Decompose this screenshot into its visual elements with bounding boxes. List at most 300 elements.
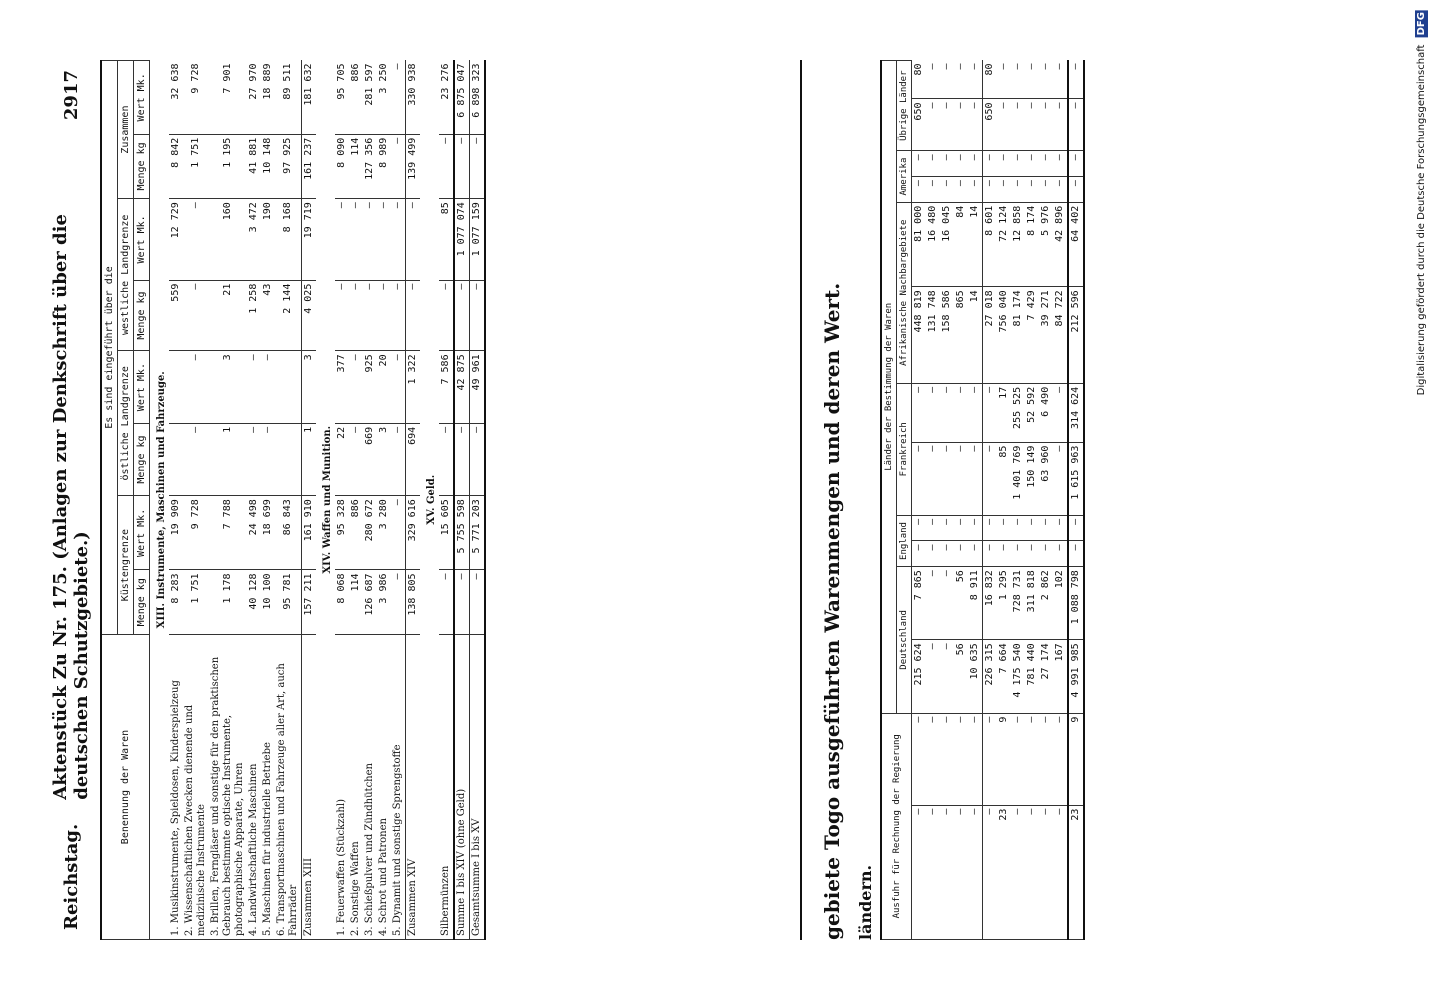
value-cell: — bbox=[1068, 99, 1084, 151]
value-cell: 39 271 bbox=[1039, 287, 1053, 383]
item-name: 3. Schießpulver und Zündhütchen bbox=[363, 635, 377, 940]
value-cell: — bbox=[968, 442, 983, 515]
value-cell: — bbox=[261, 351, 275, 423]
value-cell: — bbox=[470, 280, 486, 351]
value-cell: 19 719 bbox=[302, 199, 317, 280]
menge-header: Menge kg bbox=[134, 570, 150, 635]
value-cell: 52 592 bbox=[1025, 383, 1039, 442]
value-cell: — bbox=[470, 423, 486, 495]
value-cell: — bbox=[912, 383, 927, 442]
value-cell: — bbox=[349, 199, 363, 280]
value-cell: 559 bbox=[169, 280, 183, 351]
value-cell: 12 858 bbox=[1011, 202, 1025, 287]
value-cell: — bbox=[406, 280, 421, 351]
table-row bbox=[1039, 61, 1053, 940]
value-cell: — bbox=[470, 134, 486, 199]
value-cell: 1 295 bbox=[997, 567, 1011, 640]
import-table-body bbox=[150, 61, 486, 940]
america-header: Amerika bbox=[897, 151, 912, 202]
table-row bbox=[363, 61, 377, 940]
value-cell: 8 989 bbox=[377, 134, 391, 199]
value-cell: 85 bbox=[439, 199, 454, 280]
value-cell: 650 bbox=[912, 99, 927, 151]
value-cell: 8 601 bbox=[983, 202, 998, 287]
item-name: 6. Transportmaschinen und Fahrzeuge aller Art, auch Fahrräder bbox=[275, 635, 302, 940]
value-cell: 4 025 bbox=[302, 280, 317, 351]
value-cell: 181 632 bbox=[302, 61, 317, 135]
value-cell: 669 bbox=[363, 423, 377, 495]
value-cell: — bbox=[968, 151, 983, 177]
value-cell: — bbox=[183, 351, 209, 423]
value-cell: 7 901 bbox=[209, 61, 247, 135]
table-row bbox=[247, 61, 261, 940]
value-cell: — bbox=[1025, 151, 1039, 177]
col-name-header: Benennung der Waren bbox=[101, 635, 150, 940]
value-cell: 20 bbox=[377, 351, 391, 423]
wert-header: Wert Mk. bbox=[134, 496, 150, 570]
value-cell: — bbox=[968, 541, 983, 567]
value-cell: — bbox=[454, 570, 470, 635]
value-cell: — bbox=[983, 805, 998, 939]
value-cell: 95 705 bbox=[335, 61, 349, 135]
table-row bbox=[275, 61, 302, 940]
value-cell: — bbox=[391, 496, 406, 570]
value-cell: — bbox=[954, 541, 968, 567]
value-cell: 16 480 bbox=[926, 202, 940, 287]
section-heading: XIV. Waffen und Munition. bbox=[316, 61, 335, 940]
value-cell: 3 bbox=[302, 351, 317, 423]
value-cell: — bbox=[954, 805, 968, 939]
value-cell: — bbox=[926, 805, 940, 939]
value-cell: 650 bbox=[983, 99, 998, 151]
value-cell: 2 862 bbox=[1039, 567, 1053, 640]
value-cell: 114 bbox=[349, 134, 363, 199]
value-cell: — bbox=[391, 280, 406, 351]
value-cell: — bbox=[391, 423, 406, 495]
value-cell: 32 638 bbox=[169, 61, 183, 135]
value-cell: 190 bbox=[261, 199, 275, 280]
value-cell: 9 bbox=[1068, 713, 1084, 805]
value-cell: 1 178 bbox=[209, 570, 247, 635]
section-divider bbox=[800, 60, 802, 940]
value-cell: 756 040 bbox=[997, 287, 1011, 383]
value-cell: — bbox=[363, 280, 377, 351]
table-row bbox=[335, 61, 349, 940]
dest-group-header: Länder der Bestimmung der Waren bbox=[881, 61, 897, 714]
value-cell: 8 911 bbox=[968, 567, 983, 640]
value-cell: 1 bbox=[209, 423, 247, 495]
table-row bbox=[150, 61, 170, 940]
value-cell: 158 586 bbox=[940, 287, 954, 383]
value-cell: 311 818 bbox=[1025, 567, 1039, 640]
value-cell: — bbox=[997, 61, 1011, 100]
value-cell: 161 910 bbox=[302, 496, 317, 570]
value-cell: 27 174 bbox=[1039, 640, 1053, 713]
value-cell: — bbox=[1068, 61, 1084, 100]
value-cell: 865 bbox=[954, 287, 968, 383]
value-cell: — bbox=[1011, 541, 1025, 567]
value-cell: 150 149 bbox=[1025, 442, 1039, 515]
value-cell: 3 280 bbox=[377, 496, 391, 570]
value-cell: — bbox=[1039, 805, 1053, 939]
value-cell: 138 805 bbox=[406, 570, 421, 635]
export-table bbox=[880, 60, 1085, 940]
value-cell: 16 832 bbox=[983, 567, 998, 640]
table-row bbox=[183, 61, 209, 940]
value-cell: — bbox=[912, 805, 927, 939]
value-cell: 886 bbox=[349, 61, 363, 135]
value-cell: 1 bbox=[302, 423, 317, 495]
value-cell: 255 525 bbox=[1011, 383, 1025, 442]
value-cell: — bbox=[983, 515, 998, 541]
value-cell: 329 616 bbox=[406, 496, 421, 570]
value-cell: — bbox=[926, 567, 940, 640]
page-number: 2917 bbox=[60, 70, 82, 121]
value-cell: — bbox=[954, 151, 968, 177]
value-cell: 1 322 bbox=[406, 351, 421, 423]
value-cell: — bbox=[391, 134, 406, 199]
value-cell: 23 bbox=[997, 805, 1011, 939]
digitization-note bbox=[1415, 10, 1428, 395]
value-cell: — bbox=[940, 61, 954, 100]
value-cell: 6 898 323 bbox=[470, 61, 486, 135]
value-cell: 5 771 203 bbox=[470, 496, 486, 570]
value-cell: 114 bbox=[349, 570, 363, 635]
value-cell: 377 bbox=[335, 351, 349, 423]
value-cell: — bbox=[1025, 99, 1039, 151]
value-cell: 7 865 bbox=[912, 567, 927, 640]
value-cell: — bbox=[940, 383, 954, 442]
value-cell: — bbox=[363, 199, 377, 280]
value-cell: — bbox=[349, 423, 363, 495]
digitization-text: Digitalisierung gefördert durch die Deutsche Forschungsgemeinschaft bbox=[1416, 44, 1427, 396]
value-cell: — bbox=[983, 442, 998, 515]
value-cell: — bbox=[1025, 61, 1039, 100]
dfg-logo: DFG bbox=[1416, 12, 1427, 36]
value-cell: — bbox=[926, 541, 940, 567]
value-cell: 42 896 bbox=[1053, 202, 1068, 287]
value-cell: 80 bbox=[983, 61, 998, 100]
value-cell: 8 168 bbox=[275, 199, 302, 280]
sub-header-coast: Küstengrenze bbox=[118, 496, 134, 635]
value-cell: 16 045 bbox=[940, 202, 954, 287]
value-cell: 64 402 bbox=[1068, 202, 1084, 287]
value-cell: — bbox=[940, 805, 954, 939]
value-cell: 1 258 bbox=[247, 280, 261, 351]
table-row bbox=[454, 61, 470, 940]
value-cell: 10 148 bbox=[261, 134, 275, 199]
value-cell: — bbox=[983, 713, 998, 805]
table-row bbox=[954, 61, 968, 940]
value-cell: 1 088 798 bbox=[1068, 567, 1084, 640]
value-cell: — bbox=[968, 61, 983, 100]
value-cell: 95 328 bbox=[335, 496, 349, 570]
value-cell: — bbox=[940, 640, 954, 713]
value-cell: — bbox=[1025, 713, 1039, 805]
value-cell: — bbox=[1039, 61, 1053, 100]
table-row bbox=[912, 61, 927, 940]
value-cell: — bbox=[968, 99, 983, 151]
table-row bbox=[169, 61, 183, 940]
value-cell: 42 875 bbox=[454, 351, 470, 423]
wert-header: Wert Mk. bbox=[134, 61, 150, 135]
value-cell: — bbox=[968, 383, 983, 442]
value-cell: 3 250 bbox=[377, 61, 391, 135]
value-cell: — bbox=[968, 177, 983, 203]
value-cell: 7 429 bbox=[1025, 287, 1039, 383]
value-cell: 24 498 bbox=[247, 496, 261, 570]
value-cell: 1 615 963 bbox=[1068, 442, 1084, 515]
value-cell: 127 356 bbox=[363, 134, 377, 199]
total-label: Gesamtsumme I bis XV bbox=[470, 635, 486, 940]
value-cell: — bbox=[940, 515, 954, 541]
value-cell: 1 077 074 bbox=[454, 199, 470, 280]
value-cell: 80 bbox=[912, 61, 927, 100]
value-cell: — bbox=[1039, 99, 1053, 151]
export-table-body bbox=[912, 61, 1085, 940]
value-cell: — bbox=[954, 99, 968, 151]
table-row bbox=[349, 61, 363, 940]
value-cell bbox=[169, 423, 183, 495]
france-header: Frankreich bbox=[897, 383, 912, 515]
value-cell: — bbox=[968, 805, 983, 939]
value-cell: 14 bbox=[968, 202, 983, 287]
value-cell: 8 842 bbox=[169, 134, 183, 199]
value-cell: 63 960 bbox=[1039, 442, 1053, 515]
value-cell: 3 bbox=[377, 423, 391, 495]
value-cell: 18 889 bbox=[261, 61, 275, 135]
group-header: Es sind eingeführt über die bbox=[101, 61, 118, 635]
value-cell: — bbox=[954, 61, 968, 100]
africa-header: Afrikanische Nachbargebiete bbox=[897, 202, 912, 383]
table-row bbox=[983, 61, 998, 940]
value-cell: 6 875 047 bbox=[454, 61, 470, 135]
value-cell: — bbox=[391, 199, 406, 280]
export-title: gebiete Togo ausgeführten Warenmengen und deren Wert. bbox=[820, 282, 844, 940]
item-name: 4. Landwirtschaftliche Maschinen bbox=[247, 635, 261, 940]
value-cell: — bbox=[926, 640, 940, 713]
value-cell: — bbox=[377, 280, 391, 351]
value-cell: 1 195 bbox=[209, 134, 247, 199]
table-row bbox=[406, 61, 421, 940]
table-row bbox=[997, 61, 1011, 940]
value-cell: — bbox=[1068, 177, 1084, 203]
value-cell: — bbox=[1011, 713, 1025, 805]
value-cell: — bbox=[968, 713, 983, 805]
value-cell: 5 755 598 bbox=[454, 496, 470, 570]
value-cell: — bbox=[954, 515, 968, 541]
value-cell: 7 586 bbox=[439, 351, 454, 423]
value-cell: 226 315 bbox=[983, 640, 998, 713]
value-cell: — bbox=[454, 280, 470, 351]
value-cell: — bbox=[1039, 515, 1053, 541]
table-row bbox=[302, 61, 317, 940]
value-cell: — bbox=[940, 713, 954, 805]
value-cell: — bbox=[1068, 515, 1084, 541]
section-heading: XV. Geld. bbox=[420, 61, 439, 940]
wert-header: Wert Mk. bbox=[134, 199, 150, 280]
value-cell: — bbox=[406, 199, 421, 280]
value-cell: — bbox=[439, 423, 454, 495]
menge-header: Menge kg bbox=[134, 134, 150, 199]
value-cell: 126 687 bbox=[363, 570, 377, 635]
value-cell: — bbox=[377, 199, 391, 280]
value-cell bbox=[275, 423, 302, 495]
item-name: 1. Musikinstrumente, Spieldosen, Kinderspielzeug bbox=[169, 635, 183, 940]
value-cell: 56 bbox=[954, 640, 968, 713]
value-cell: 8 068 bbox=[335, 570, 349, 635]
value-cell: 10 100 bbox=[261, 570, 275, 635]
value-cell: — bbox=[1011, 177, 1025, 203]
value-cell: 167 bbox=[1053, 640, 1068, 713]
value-cell: 23 276 bbox=[439, 61, 454, 135]
value-cell: — bbox=[335, 199, 349, 280]
value-cell: — bbox=[926, 99, 940, 151]
value-cell: 215 624 bbox=[912, 640, 927, 713]
value-cell: 56 bbox=[954, 567, 968, 640]
value-cell: — bbox=[454, 134, 470, 199]
value-cell: — bbox=[912, 713, 927, 805]
value-cell: — bbox=[1053, 442, 1068, 515]
value-cell: — bbox=[1068, 151, 1084, 177]
table-row bbox=[470, 61, 486, 940]
value-cell: — bbox=[439, 280, 454, 351]
value-cell: 72 124 bbox=[997, 202, 1011, 287]
table-row bbox=[316, 61, 335, 940]
value-cell: — bbox=[1053, 805, 1068, 939]
value-cell: 95 781 bbox=[275, 570, 302, 635]
item-name: 4. Schrot und Patronen bbox=[377, 635, 391, 940]
menge-header: Menge kg bbox=[134, 423, 150, 495]
value-cell: 19 909 bbox=[169, 496, 183, 570]
value-cell: — bbox=[968, 515, 983, 541]
value-cell: — bbox=[183, 423, 209, 495]
value-cell: 330 938 bbox=[406, 61, 421, 135]
value-cell: — bbox=[983, 177, 998, 203]
value-cell: — bbox=[926, 177, 940, 203]
item-name: 2. Sonstige Waffen bbox=[349, 635, 363, 940]
table-row bbox=[420, 61, 439, 940]
value-cell: 41 881 bbox=[247, 134, 261, 199]
value-cell: — bbox=[954, 383, 968, 442]
header-title: Aktenstück Zu Nr. 175. (Anlagen zur Denkschrift über die deutschen Schutzgebiete.) bbox=[50, 214, 92, 800]
table-row bbox=[209, 61, 247, 940]
value-cell: — bbox=[349, 280, 363, 351]
value-cell: 3 472 bbox=[247, 199, 261, 280]
value-cell: 3 bbox=[209, 351, 247, 423]
value-cell: 160 bbox=[209, 199, 247, 280]
table-row bbox=[261, 61, 275, 940]
table-row bbox=[968, 61, 983, 940]
value-cell: — bbox=[997, 151, 1011, 177]
value-cell: 8 174 bbox=[1025, 202, 1039, 287]
value-cell: 9 728 bbox=[183, 61, 209, 135]
other-header: Übrige Länder bbox=[897, 61, 912, 151]
value-cell: — bbox=[1025, 805, 1039, 939]
value-cell: — bbox=[1011, 61, 1025, 100]
value-cell: — bbox=[1025, 177, 1039, 203]
value-cell: 9 bbox=[997, 713, 1011, 805]
menge-header: Menge kg bbox=[134, 280, 150, 351]
value-cell: — bbox=[1039, 151, 1053, 177]
value-cell: — bbox=[247, 423, 261, 495]
total-label: Summe I bis XIV (ohne Geld) bbox=[454, 635, 470, 940]
value-cell: 15 605 bbox=[439, 496, 454, 570]
value-cell: 314 624 bbox=[1068, 383, 1084, 442]
value-cell: 281 597 bbox=[363, 61, 377, 135]
value-cell: 2 144 bbox=[275, 280, 302, 351]
value-cell: 161 237 bbox=[302, 134, 317, 199]
value-cell: 84 bbox=[954, 202, 968, 287]
value-cell: — bbox=[183, 199, 209, 280]
value-cell: — bbox=[439, 570, 454, 635]
value-cell: 18 699 bbox=[261, 496, 275, 570]
value-cell: — bbox=[912, 442, 927, 515]
value-cell bbox=[275, 351, 302, 423]
value-cell: — bbox=[183, 280, 209, 351]
germany-header: Deutschland bbox=[897, 567, 912, 713]
value-cell: — bbox=[1053, 177, 1068, 203]
value-cell: — bbox=[1053, 151, 1068, 177]
sub-header-total: Zusammen bbox=[118, 61, 134, 199]
value-cell: — bbox=[940, 541, 954, 567]
value-cell: — bbox=[926, 151, 940, 177]
value-cell: — bbox=[470, 570, 486, 635]
value-cell: 886 bbox=[349, 496, 363, 570]
value-cell: 86 843 bbox=[275, 496, 302, 570]
header-left: Reichstag. bbox=[60, 823, 82, 930]
value-cell: — bbox=[997, 541, 1011, 567]
value-cell: 781 440 bbox=[1025, 640, 1039, 713]
value-cell: 694 bbox=[406, 423, 421, 495]
value-cell: — bbox=[926, 383, 940, 442]
value-cell: 7 788 bbox=[209, 496, 247, 570]
value-cell: 157 211 bbox=[302, 570, 317, 635]
value-cell: — bbox=[997, 99, 1011, 151]
value-cell: — bbox=[1053, 61, 1068, 100]
value-cell: — bbox=[912, 177, 927, 203]
value-cell: — bbox=[454, 423, 470, 495]
item-name: 3. Brillen, Ferngläser und sonstige für den praktischen Gebrauch bestimmte optische Instrumente, photographische Apparate, Uhren bbox=[209, 635, 247, 940]
value-cell: 212 596 bbox=[1068, 287, 1084, 383]
sub-header-east: östliche Landgrenze bbox=[118, 351, 134, 496]
value-cell: — bbox=[1025, 515, 1039, 541]
value-cell: — bbox=[1068, 541, 1084, 567]
value-cell: — bbox=[926, 442, 940, 515]
value-cell: 97 925 bbox=[275, 134, 302, 199]
table-row bbox=[439, 61, 454, 940]
value-cell: — bbox=[1053, 383, 1068, 442]
table-row bbox=[1053, 61, 1068, 940]
sub-header-west: westliche Landgrenze bbox=[118, 199, 134, 351]
value-cell: — bbox=[1039, 177, 1053, 203]
value-cell: — bbox=[1039, 713, 1053, 805]
value-cell: — bbox=[926, 515, 940, 541]
value-cell: 49 961 bbox=[470, 351, 486, 423]
value-cell: — bbox=[391, 351, 406, 423]
value-cell: 4 175 540 bbox=[1011, 640, 1025, 713]
value-cell: 1 751 bbox=[183, 570, 209, 635]
value-cell: — bbox=[1053, 515, 1068, 541]
value-cell: — bbox=[983, 541, 998, 567]
import-table bbox=[100, 60, 486, 940]
item-name: 2. Wissenschaftlichen Zwecken dienende und medizinische Instrumente bbox=[183, 635, 209, 940]
item-name: 5. Dynamit und sonstige Sprengstoffe bbox=[391, 635, 406, 940]
value-cell: 280 672 bbox=[363, 496, 377, 570]
value-cell: 84 722 bbox=[1053, 287, 1068, 383]
table-row bbox=[940, 61, 954, 940]
table-row bbox=[926, 61, 940, 940]
